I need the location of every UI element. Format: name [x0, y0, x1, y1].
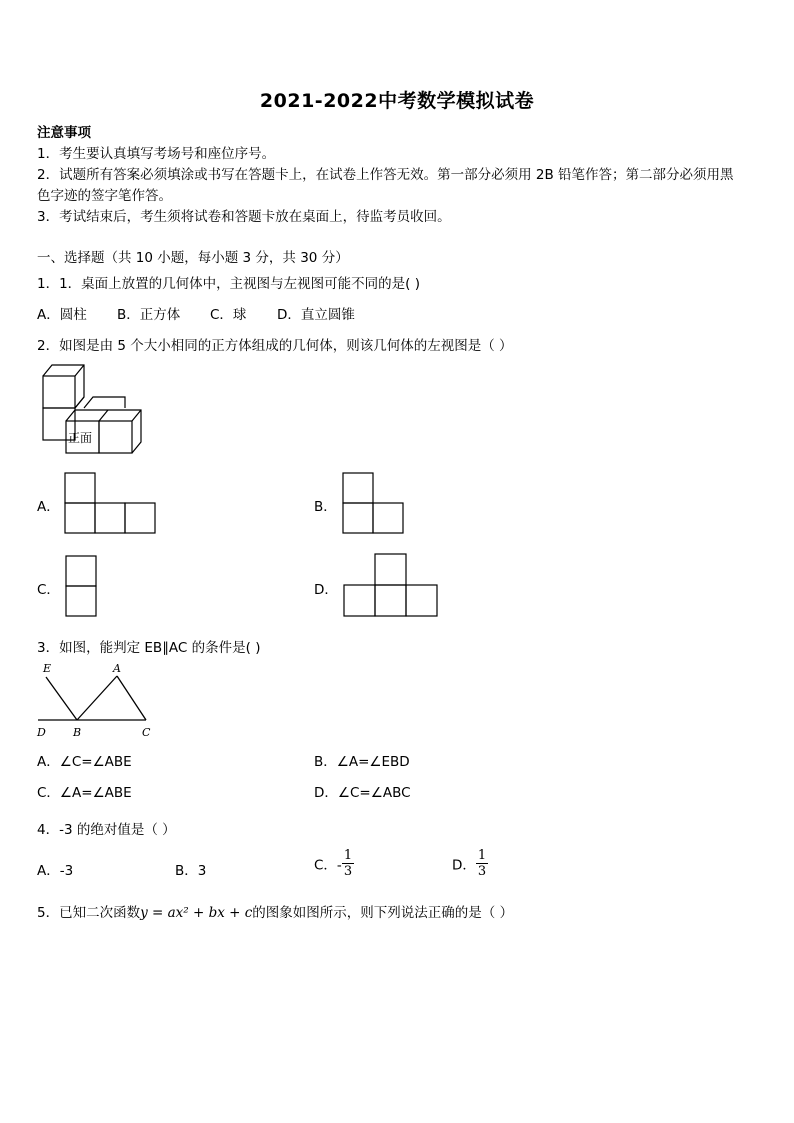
q2-cube-figure	[36, 360, 148, 456]
point-label-e: E	[43, 662, 52, 675]
q4-option-c	[314, 848, 354, 879]
fraction-numerator: 1	[343, 848, 353, 863]
q2-option-b-label: B．	[314, 499, 337, 515]
point-label-a: A	[113, 662, 121, 675]
q2-option-a-figure	[64, 472, 159, 534]
q4-option-a: A．-3	[37, 863, 74, 879]
q2-stem: 2．如图是由 5 个大小相同的正方体组成的几何体，则该几何体的左视图是（ ）	[37, 338, 513, 354]
q3-stem: 3．如图，能判定 EB∥AC 的条件是( )	[37, 640, 261, 656]
notice-item-1: 1．考生要认真填写考场号和座位序号。	[37, 146, 276, 162]
q1-option-d: D．直立圆锥	[277, 307, 355, 323]
q4-stem: 4．-3 的绝对值是（ ）	[37, 822, 176, 838]
q4-option-c-fraction	[342, 848, 354, 879]
notice-item-2: 2．试题所有答案必须填涂或书写在答题卡上，在试卷上作答无效。第一部分必须用 2B 铅笔作答；第二部分必须用黑	[37, 167, 734, 183]
q5-stem	[37, 901, 513, 921]
q5-formula: y = ax² + bx + c	[140, 905, 253, 921]
notice-heading: 注意事项	[37, 125, 91, 141]
section-heading: 一、选择题（共 10 小题，每小题 3 分，共 30 分）	[37, 250, 349, 266]
q2-option-b-figure	[342, 472, 406, 534]
q3-option-a: A．∠C=∠ABE	[37, 754, 132, 770]
triangle-lines	[38, 676, 146, 720]
q3-option-c: C．∠A=∠ABE	[37, 785, 132, 801]
notice-item-2-cont: 色字迹的签字笔作答。	[37, 188, 172, 204]
q2-option-c-figure	[65, 555, 99, 617]
q1-option-c: C．球	[210, 307, 247, 323]
front-label: 正面	[68, 431, 93, 445]
q2-option-c-label: C．	[37, 582, 60, 598]
fraction-denominator: 3	[477, 864, 487, 879]
q2-option-d-figure	[343, 553, 440, 617]
point-label-c: C	[142, 726, 151, 739]
q2-option-a-label: A．	[37, 499, 60, 515]
point-label-b: B	[73, 726, 82, 739]
point-label-d: D	[37, 726, 46, 739]
notice-item-3: 3．考试结束后，考生须将试卷和答题卡放在桌面上，待监考员收回。	[37, 209, 451, 225]
q4-option-b: B．3	[175, 863, 207, 879]
q3-option-d: D．∠C=∠ABC	[314, 785, 411, 801]
q4-option-c-prefix: C．-	[314, 857, 342, 874]
q3-option-b: B．∠A=∠EBD	[314, 754, 410, 770]
q1-option-b: B．正方体	[117, 307, 181, 323]
fraction-denominator: 3	[343, 864, 353, 879]
q5-stem-suffix: 的图象如图所示，则下列说法正确的是（ ）	[252, 905, 514, 921]
q4-option-d-prefix: D．	[452, 857, 476, 874]
q1-stem: 1．1．桌面上放置的几何体中，主视图与左视图可能不同的是( )	[37, 276, 421, 292]
q1-option-a: A．圆柱	[37, 307, 87, 323]
page-title: 2021-2022中考数学模拟试卷	[259, 90, 535, 112]
q5-stem-prefix: 5．已知二次函数	[37, 905, 141, 921]
q4-option-d	[452, 848, 488, 879]
fraction-numerator: 1	[477, 848, 487, 863]
q4-option-d-fraction	[476, 848, 488, 879]
q2-option-d-label: D．	[314, 582, 338, 598]
q3-geometry-figure	[36, 660, 156, 740]
